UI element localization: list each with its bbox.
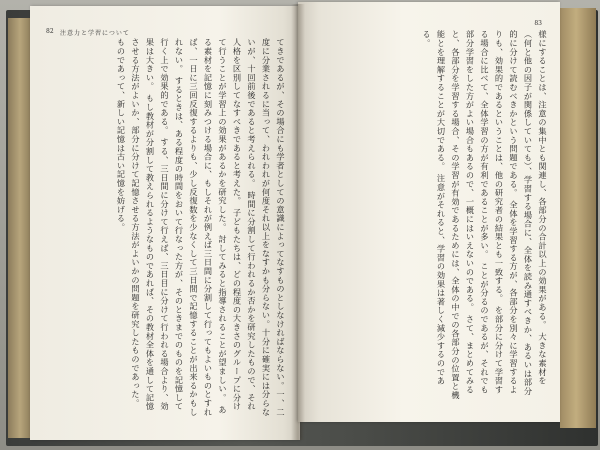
left-page-number: 82 [46,28,54,35]
left-paragraph: する、三日間に分けて行えば、三日目に分けて行われる場合より、効果は大きい。 [145,38,170,411]
right-page-number: 83 [534,20,542,27]
left-paragraph: 子どもたちは、どの程度の大きさのグループに分けて行うことが学習上の効果があるかを研究した。 [218,38,243,411]
right-paragraph: 全体を学習する方が、各部分を別々に学習するよりも、効果的であるということは、他の研究者の結果とも一致する。 [494,30,519,395]
right-paragraph: を部分に分けて学習する場合に比べて、全体学習の方が有利であることが多い。 [480,30,505,395]
page-edge-right [560,8,596,428]
left-paragraph: 討してみると指導されることが望ましい。 [218,234,228,403]
left-paragraph: ある素材を記憶に刻みつける場合に、もしそれが例えば三日間に分割して行ってもよいものとすれば、一日に三回反復するよりも、少し反復数を少なくして三日間で記憶することが出来るかもしれない。 [174,38,228,417]
left-paragraph: もし教材が分割して教えられるようなものであれば、その教材全体を通して記憶させる方法がよいか、部分に分けて記憶させる方法がよいかの問題を研究したものであった。 [131,38,156,411]
right-paragraph: 注意がそれると、学習の効果は著しく減少するのである。 [422,30,447,386]
right-paragraph: 大きな素材を（何と他の因子が関係していても）、学習する場合に、全体を読み通すべきか、あるいは部分的に分けて読むべきかという問題である。 [509,30,548,396]
running-head: 注意力と学習について [60,30,130,37]
left-paragraph: するときは、ある程度の時間をおいて行なった方が、そのときまでのものを記憶して行く上で効果的である。 [160,38,185,411]
right-paragraph: ことが分るのであるが、それでも部分学習をした方がよい場合もあるので、一概にはいえないのである。 [465,30,490,395]
right-page-text [312,30,550,402]
left-page-text [44,38,288,418]
left-page [30,6,300,440]
left-paragraph: てきであるが、その場合にも学者としての意識によってなすものとしなければならない。一、二度に分業されるに当って、われわれが何度それ以上をなすかも分らない。十分に確実には分らないが、十回前後であると考えられる。 [247,38,286,417]
right-paragraph: さて、まとめてみると、各部分を学習する場合、その学習が有効であるためには、全体の中での各部分の位置と機能とを理解することが大切である。 [436,30,476,400]
left-paragraph: 時間に分割して行われるか否かを研究したもので、それ人格を区別してなすべきであると考えた。 [232,38,257,411]
left-paragraph: ものであって、新しい記憶は古い記憶を妨げる。 [116,38,127,232]
page-edge-left [8,18,32,438]
right-paragraph: 様にすることは、注意の集中とも関連し、各部分の合計以上の効果がある。 [538,30,548,330]
right-page [298,2,560,422]
